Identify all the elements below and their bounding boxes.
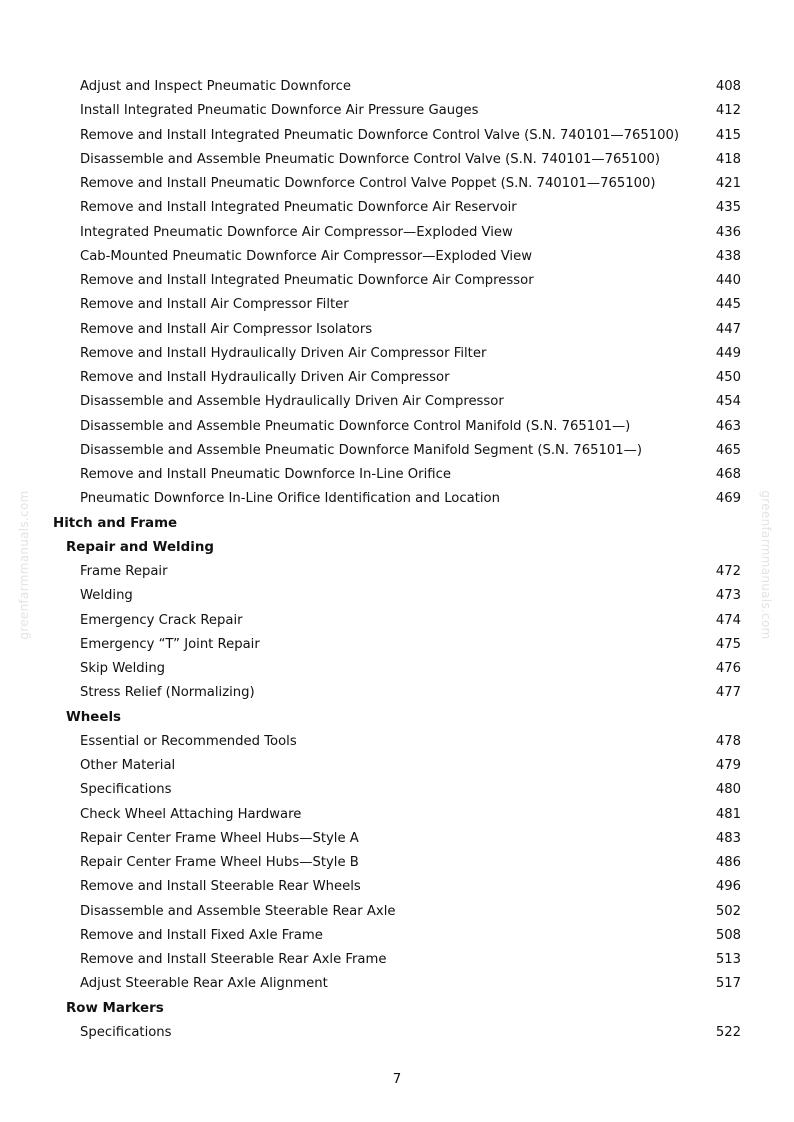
toc-entry-title: Frame Repair bbox=[80, 564, 168, 579]
toc-entry-title: Remove and Install Integrated Pneumatic Downforce Control Valve (S.N. 740101—765100) bbox=[80, 127, 680, 143]
toc-entry-page-number: 415 bbox=[715, 127, 741, 143]
toc-entry-title: Emergency Crack Repair bbox=[80, 612, 243, 628]
toc-entry-page-number: 472 bbox=[715, 564, 741, 579]
toc-entry[interactable] bbox=[0, 463, 794, 487]
toc-entry-title: Remove and Install Integrated Pneumatic Downforce Air Compressor bbox=[80, 273, 534, 288]
toc-entry-page-number: 418 bbox=[715, 151, 741, 167]
toc-entry-page-number: 468 bbox=[715, 467, 741, 482]
toc-entry-page-number: 408 bbox=[715, 79, 741, 94]
toc-entry-page-number: 473 bbox=[715, 588, 741, 604]
toc-entry-title: Skip Welding bbox=[80, 661, 166, 676]
watermark-right: greenfarmmanuals.com bbox=[759, 490, 773, 640]
toc-entry-page-number: 438 bbox=[715, 248, 741, 264]
toc-entry[interactable] bbox=[0, 657, 794, 681]
toc-entry[interactable] bbox=[0, 633, 794, 657]
toc-entry-page-number: 412 bbox=[715, 103, 741, 119]
toc-entry-title: Install Integrated Pneumatic Downforce Air Pressure Gauges bbox=[80, 103, 479, 119]
toc-entry[interactable] bbox=[0, 148, 794, 172]
toc-entry-title: Disassemble and Assemble Pneumatic Downforce Control Manifold (S.N. 765101—) bbox=[80, 418, 631, 434]
toc-entry[interactable] bbox=[0, 318, 794, 342]
toc-entry[interactable] bbox=[0, 1021, 794, 1045]
toc-entry-page-number: 481 bbox=[715, 806, 741, 822]
toc-entry-title: Remove and Install Steerable Rear Wheels bbox=[80, 879, 361, 895]
toc-entry-title: Row Markers bbox=[66, 1000, 164, 1016]
toc-entry-page-number: 477 bbox=[715, 685, 741, 701]
toc-entry-title: Welding bbox=[80, 588, 133, 604]
toc-entry-title: Wheels bbox=[66, 709, 122, 725]
toc-entry-page-number: 517 bbox=[715, 976, 741, 992]
toc-entry[interactable] bbox=[0, 827, 794, 851]
toc-entry-page-number: 486 bbox=[715, 855, 741, 870]
toc-entry-title: Repair and Welding bbox=[66, 539, 214, 555]
toc-entry[interactable] bbox=[0, 269, 794, 293]
toc-entry-page-number: 480 bbox=[715, 782, 741, 798]
toc-entry[interactable] bbox=[0, 560, 794, 584]
toc-entry[interactable] bbox=[0, 124, 794, 148]
toc-entry[interactable] bbox=[0, 972, 794, 996]
toc-entry-page-number: 476 bbox=[715, 661, 741, 676]
toc-entry-title: Remove and Install Hydraulically Driven Air Compressor Filter bbox=[80, 345, 487, 361]
toc-entry[interactable] bbox=[0, 924, 794, 948]
toc-entry-page-number: 522 bbox=[715, 1024, 741, 1040]
toc-entry[interactable] bbox=[0, 778, 794, 802]
watermark-left: greenfarmmanuals.com bbox=[17, 490, 31, 640]
toc-entry-title: Remove and Install Pneumatic Downforce In-Line Orifice bbox=[80, 467, 451, 482]
toc-entry-page-number: 450 bbox=[715, 370, 741, 385]
toc-entry-page-number: 483 bbox=[715, 830, 741, 846]
toc-entry[interactable] bbox=[0, 948, 794, 972]
toc-section-heading bbox=[0, 997, 794, 1021]
toc-entry[interactable] bbox=[0, 99, 794, 123]
toc-entry[interactable] bbox=[0, 900, 794, 924]
page-number: 7 bbox=[392, 1072, 402, 1087]
toc-entry-page-number: 445 bbox=[715, 297, 741, 313]
toc-entry[interactable] bbox=[0, 221, 794, 245]
toc-entry-title: Adjust Steerable Rear Axle Alignment bbox=[80, 976, 328, 992]
toc-entry-title: Disassemble and Assemble Steerable Rear Axle bbox=[80, 903, 396, 919]
toc-entry-page-number: 421 bbox=[715, 176, 741, 191]
toc-entry-page-number: 513 bbox=[715, 952, 741, 967]
toc-entry-page-number: 447 bbox=[715, 321, 741, 337]
toc-entry[interactable] bbox=[0, 875, 794, 899]
toc-entry[interactable] bbox=[0, 730, 794, 754]
toc-entry-page-number: 502 bbox=[715, 903, 741, 919]
toc-entry[interactable] bbox=[0, 293, 794, 317]
toc-entry[interactable] bbox=[0, 609, 794, 633]
toc-entry-page-number: 465 bbox=[715, 442, 741, 458]
toc-entry[interactable] bbox=[0, 487, 794, 511]
toc-entry-title: Remove and Install Hydraulically Driven Air Compressor bbox=[80, 370, 450, 385]
toc-entry[interactable] bbox=[0, 245, 794, 269]
toc-entry-title: Repair Center Frame Wheel Hubs—Style A bbox=[80, 830, 359, 846]
toc-entry-title: Integrated Pneumatic Downforce Air Compressor—Exploded View bbox=[80, 224, 513, 240]
toc-entry[interactable] bbox=[0, 439, 794, 463]
toc-entry-page-number: 435 bbox=[715, 200, 741, 216]
toc-entry-title: Adjust and Inspect Pneumatic Downforce bbox=[80, 79, 351, 94]
toc-entry[interactable] bbox=[0, 75, 794, 99]
toc-entry-title: Remove and Install Fixed Axle Frame bbox=[80, 927, 323, 943]
toc-entry-title: Cab-Mounted Pneumatic Downforce Air Compressor—Exploded View bbox=[80, 248, 532, 264]
toc-entry[interactable] bbox=[0, 415, 794, 439]
toc-entry-page-number: 440 bbox=[715, 273, 741, 288]
toc-entry[interactable] bbox=[0, 196, 794, 220]
toc-entry[interactable] bbox=[0, 584, 794, 608]
toc-entry-page-number: 469 bbox=[715, 491, 741, 507]
toc-entry[interactable] bbox=[0, 366, 794, 390]
toc-entry-title: Disassemble and Assemble Pneumatic Downforce Control Valve (S.N. 740101—765100) bbox=[80, 151, 661, 167]
toc-entry-title: Stress Relief (Normalizing) bbox=[80, 685, 255, 701]
toc-entry-title: Disassemble and Assemble Pneumatic Downforce Manifold Segment (S.N. 765101—) bbox=[80, 442, 642, 458]
toc-entry-page-number: 463 bbox=[715, 418, 741, 434]
toc-entry-page-number: 475 bbox=[715, 636, 741, 652]
toc-entry-page-number: 474 bbox=[715, 612, 741, 628]
toc-entry-page-number: 508 bbox=[715, 927, 741, 943]
toc-entry-title: Remove and Install Integrated Pneumatic Downforce Air Reservoir bbox=[80, 200, 517, 216]
table-of-contents bbox=[0, 75, 794, 1045]
toc-entry[interactable] bbox=[0, 342, 794, 366]
toc-entry[interactable] bbox=[0, 803, 794, 827]
toc-section-heading bbox=[0, 706, 794, 730]
toc-entry-title: Pneumatic Downforce In-Line Orifice Identification and Location bbox=[80, 491, 500, 507]
toc-entry[interactable] bbox=[0, 754, 794, 778]
toc-entry-page-number: 454 bbox=[715, 394, 741, 410]
toc-entry-title: Emergency “T” Joint Repair bbox=[80, 636, 260, 652]
toc-entry-title: Essential or Recommended Tools bbox=[80, 733, 297, 749]
toc-entry-page-number: 449 bbox=[715, 345, 741, 361]
toc-entry-title: Other Material bbox=[80, 758, 176, 773]
toc-entry[interactable] bbox=[0, 681, 794, 705]
toc-entry-title: Disassemble and Assemble Hydraulically Driven Air Compressor bbox=[80, 394, 504, 410]
toc-entry[interactable] bbox=[0, 390, 794, 414]
toc-entry-title: Specifications bbox=[80, 1024, 172, 1040]
toc-entry-title: Hitch and Frame bbox=[53, 515, 178, 531]
toc-entry-title: Remove and Install Air Compressor Filter bbox=[80, 297, 349, 313]
toc-entry-title: Specifications bbox=[80, 782, 172, 798]
toc-entry-title: Remove and Install Pneumatic Downforce Control Valve Poppet (S.N. 740101—765100) bbox=[80, 176, 656, 191]
toc-entry[interactable] bbox=[0, 851, 794, 875]
toc-entry-page-number: 496 bbox=[715, 879, 741, 895]
toc-entry-page-number: 479 bbox=[715, 758, 741, 773]
toc-entry-title: Remove and Install Steerable Rear Axle Frame bbox=[80, 952, 387, 967]
toc-entry[interactable] bbox=[0, 172, 794, 196]
toc-entry-page-number: 436 bbox=[715, 224, 741, 240]
toc-section-heading bbox=[0, 536, 794, 560]
toc-entry-page-number: 478 bbox=[715, 733, 741, 749]
toc-entry-title: Check Wheel Attaching Hardware bbox=[80, 806, 302, 822]
toc-entry-title: Repair Center Frame Wheel Hubs—Style B bbox=[80, 855, 359, 870]
toc-section-heading bbox=[0, 512, 794, 536]
toc-entry-title: Remove and Install Air Compressor Isolators bbox=[80, 321, 373, 337]
